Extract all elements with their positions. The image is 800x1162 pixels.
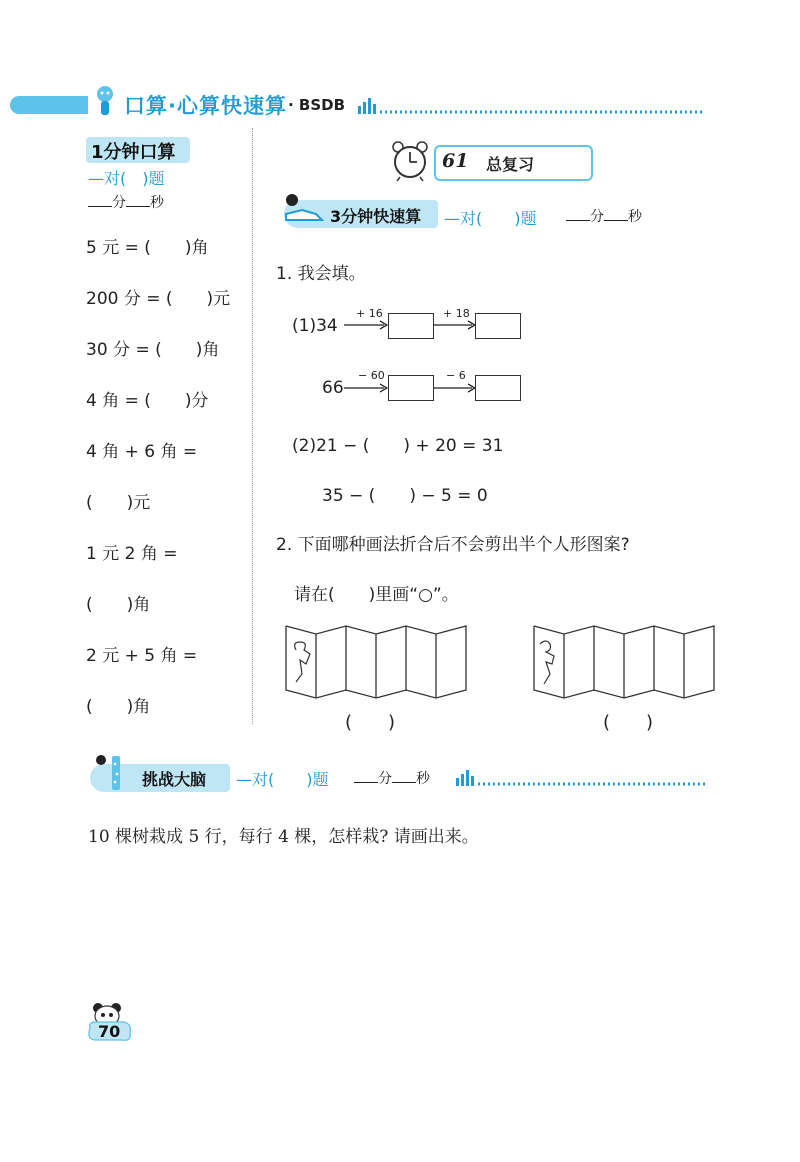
oral-question-5: 4 角 + 6 角 = [86, 442, 198, 462]
header-code: · BSDB [288, 96, 346, 114]
folded-paper-a-figure [282, 620, 472, 700]
q2-answer-b[interactable]: ( ) [603, 712, 654, 733]
folded-paper-b-figure [530, 620, 720, 700]
oral-question-6-answer: ( )角 [86, 595, 151, 615]
second-label: 秒 [150, 195, 164, 211]
lesson-number: 61 [442, 150, 469, 172]
oral-question-5-answer: ( )元 [86, 493, 151, 513]
quick-calc-time [566, 206, 642, 226]
challenge-time [354, 768, 430, 788]
q1-equation-2: 35 − ( ) − 5 = 0 [322, 486, 488, 506]
q1-title: 1. 我会填。 [276, 264, 366, 284]
lesson-title: 总复习 [486, 155, 535, 174]
q2-instruction: 请在( )里画“○”。 [294, 585, 459, 605]
alarm-clock-icon [390, 140, 430, 182]
challenge-question: 10 棵树栽成 5 行，每行 4 棵，怎样栽? 请画出来。 [88, 827, 479, 847]
minute-blank[interactable] [88, 194, 112, 207]
oral-calc-score: —对( )题 [88, 169, 165, 188]
quick-second-label: 秒 [628, 209, 642, 225]
oral-question-7-answer: ( )角 [86, 697, 151, 717]
q1-row1-box2[interactable] [475, 313, 521, 339]
minute-label: 分 [112, 195, 126, 211]
q1-row2-op1: − 60 [358, 369, 385, 382]
q1-row2-box1[interactable] [388, 375, 434, 401]
quick-minute-label: 分 [590, 209, 604, 225]
q1-row2-box2[interactable] [475, 375, 521, 401]
challenge-minute-label: 分 [378, 771, 392, 787]
header-bar [10, 96, 88, 114]
arrow-icon [434, 318, 476, 332]
quick-calc-title: 3分钟快速算 [330, 207, 422, 226]
challenge-minute-blank[interactable] [354, 770, 378, 783]
arrow-icon [344, 381, 388, 395]
oral-question-3: 30 分 = ( )角 [86, 340, 220, 360]
q1-equation-1: (2)21 − ( ) + 20 = 31 [292, 436, 504, 456]
q1-row1-box1[interactable] [388, 313, 434, 339]
oral-calc-title: 1分钟口算 [91, 142, 176, 163]
q2-title: 2. 下面哪种画法折合后不会剪出半个人形图案? [276, 535, 630, 555]
sneaker-icon [282, 192, 326, 228]
header-title: 口算·心算快速算 [124, 94, 287, 118]
page-number: 70 [98, 1022, 121, 1041]
q1-row1-op1: + 16 [356, 307, 383, 320]
q1-row2-op2: − 6 [446, 369, 466, 382]
oral-question-7: 2 元 + 5 角 = [86, 646, 198, 666]
oral-question-2: 200 分 = ( )元 [86, 289, 231, 309]
mascot-icon [92, 84, 118, 118]
q1-row1-op2: + 18 [443, 307, 470, 320]
giraffe-icon [94, 752, 134, 792]
challenge-title: 挑战大脑 [142, 770, 207, 789]
second-blank[interactable] [126, 194, 150, 207]
challenge-score: —对( )题 [236, 770, 329, 789]
q2-answer-a[interactable]: ( ) [345, 712, 396, 733]
oral-question-4: 4 角 = ( )分 [86, 391, 209, 411]
arrow-icon [344, 318, 388, 332]
oral-question-1: 5 元 = ( )角 [86, 238, 209, 258]
quick-second-blank[interactable] [604, 208, 628, 221]
challenge-second-label: 秒 [416, 771, 430, 787]
challenge-dots-decoration [454, 766, 710, 788]
header-dots-decoration [356, 94, 706, 116]
oral-question-6: 1 元 2 角 = [86, 544, 178, 564]
q1-row1-start: (1)34 [292, 316, 338, 336]
challenge-second-blank[interactable] [392, 770, 416, 783]
arrow-icon [434, 381, 476, 395]
oral-calc-time [88, 192, 164, 212]
column-divider [252, 128, 253, 724]
quick-calc-score: —对( )题 [444, 209, 537, 228]
q1-row2-start: 66 [322, 378, 344, 398]
quick-minute-blank[interactable] [566, 208, 590, 221]
